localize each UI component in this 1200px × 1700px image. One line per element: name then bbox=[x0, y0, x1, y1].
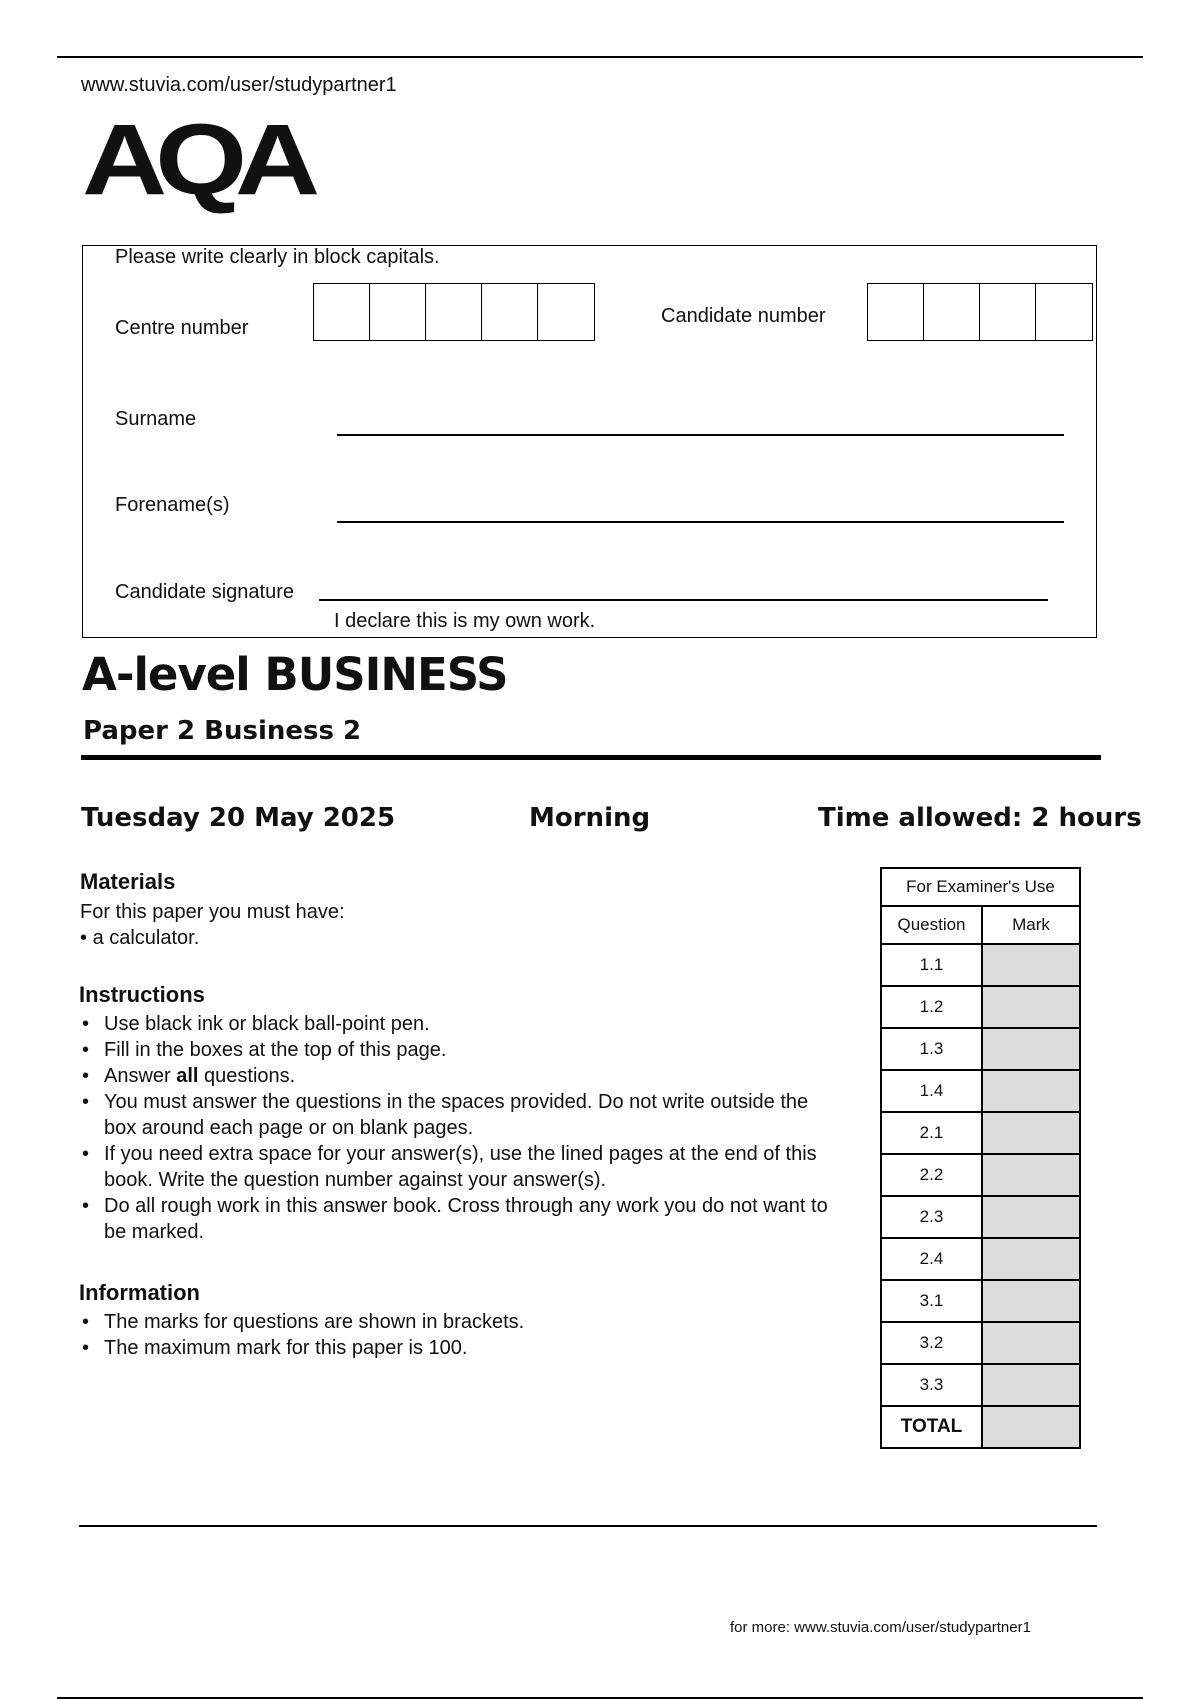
total-mark-cell[interactable] bbox=[982, 1406, 1080, 1448]
paper-subtitle: Paper 2 Business 2 bbox=[83, 716, 362, 746]
mark-cell[interactable] bbox=[982, 1238, 1080, 1280]
table-row bbox=[881, 1028, 1080, 1070]
forename-label: Forename(s) bbox=[115, 494, 230, 516]
list-item: • Fill in the boxes at the top of this page. bbox=[80, 1037, 870, 1063]
question-number: 2.3 bbox=[881, 1196, 982, 1238]
centre-number-boxes[interactable] bbox=[313, 283, 595, 341]
materials-item-text: a calculator. bbox=[92, 927, 200, 949]
surname-line[interactable] bbox=[337, 434, 1064, 436]
total-row bbox=[881, 1406, 1080, 1448]
question-number: 1.3 bbox=[881, 1028, 982, 1070]
table-row bbox=[881, 986, 1080, 1028]
total-label: TOTAL bbox=[881, 1406, 982, 1448]
exam-session: Morning bbox=[529, 803, 651, 833]
centre-digit-box[interactable] bbox=[370, 284, 426, 340]
mark-cell[interactable] bbox=[982, 1280, 1080, 1322]
list-item: • Use black ink or black ball-point pen. bbox=[80, 1011, 870, 1037]
table-row bbox=[881, 1364, 1080, 1406]
centre-number-label: Centre number bbox=[115, 317, 249, 339]
mark-cell[interactable] bbox=[982, 944, 1080, 986]
table-row bbox=[881, 1322, 1080, 1364]
centre-digit-box[interactable] bbox=[482, 284, 538, 340]
question-number: 3.3 bbox=[881, 1364, 982, 1406]
centre-digit-box[interactable] bbox=[426, 284, 482, 340]
forename-line[interactable] bbox=[337, 521, 1064, 523]
header-url: www.stuvia.com/user/studypartner1 bbox=[81, 74, 397, 96]
block-capitals-instruction: Please write clearly in block capitals. bbox=[115, 246, 440, 268]
surname-label: Surname bbox=[115, 408, 197, 430]
candidate-digit-box[interactable] bbox=[924, 284, 980, 340]
mark-column-header: Mark bbox=[982, 906, 1080, 944]
table-row bbox=[881, 1154, 1080, 1196]
candidate-number-boxes[interactable] bbox=[867, 283, 1093, 341]
mark-cell[interactable] bbox=[982, 1364, 1080, 1406]
centre-digit-box[interactable] bbox=[314, 284, 370, 340]
candidate-number-label: Candidate number bbox=[661, 305, 826, 327]
candidate-digit-box[interactable] bbox=[980, 284, 1036, 340]
exam-date: Tuesday 20 May 2025 bbox=[81, 803, 396, 833]
list-item: • The maximum mark for this paper is 100. bbox=[80, 1335, 870, 1361]
question-number: 2.4 bbox=[881, 1238, 982, 1280]
signature-line[interactable] bbox=[319, 599, 1048, 601]
question-number: 1.4 bbox=[881, 1070, 982, 1112]
mark-cell[interactable] bbox=[982, 986, 1080, 1028]
materials-heading: Materials bbox=[80, 869, 176, 894]
top-rule bbox=[57, 56, 1143, 58]
question-number: 2.1 bbox=[881, 1112, 982, 1154]
materials-intro: For this paper you must have: bbox=[80, 901, 345, 923]
mark-cell[interactable] bbox=[982, 1196, 1080, 1238]
materials-item: • a calculator. bbox=[80, 927, 200, 949]
examiners-use-table bbox=[880, 867, 1081, 1449]
title-rule bbox=[81, 755, 1101, 760]
table-row bbox=[881, 1280, 1080, 1322]
list-item: • You must answer the questions in the spaces provided. Do not write outside the box around each page or on blank pages. bbox=[80, 1089, 870, 1141]
mark-cell[interactable] bbox=[982, 1322, 1080, 1364]
table-row bbox=[881, 1112, 1080, 1154]
table-row bbox=[881, 1196, 1080, 1238]
information-list bbox=[80, 1309, 870, 1361]
bottom-content-rule bbox=[79, 1525, 1097, 1527]
aqa-logo: AQA bbox=[82, 104, 309, 217]
page-title: A-level BUSINESS bbox=[82, 648, 508, 701]
table-row bbox=[881, 1070, 1080, 1112]
mark-cell[interactable] bbox=[982, 1112, 1080, 1154]
information-heading: Information bbox=[79, 1280, 200, 1305]
list-item: • If you need extra space for your answer(s), use the lined pages at the end of this book. Write the question number against your answer(s). bbox=[80, 1141, 870, 1193]
list-item: • The marks for questions are shown in brackets. bbox=[80, 1309, 870, 1335]
time-allowed: Time allowed: 2 hours bbox=[818, 803, 1142, 833]
centre-digit-box[interactable] bbox=[538, 284, 594, 340]
question-number: 1.2 bbox=[881, 986, 982, 1028]
instructions-list bbox=[80, 1011, 870, 1245]
question-column-header: Question bbox=[881, 906, 982, 944]
table-row bbox=[881, 1238, 1080, 1280]
footer-note: for more: www.stuvia.com/user/studypartner1 bbox=[730, 1619, 1031, 1636]
mark-cell[interactable] bbox=[982, 1154, 1080, 1196]
list-item: • Do all rough work in this answer book. Cross through any work you do not want to be marked. bbox=[80, 1193, 870, 1245]
page-bottom-rule bbox=[57, 1697, 1143, 1699]
question-number: 2.2 bbox=[881, 1154, 982, 1196]
table-row bbox=[881, 944, 1080, 986]
mark-cell[interactable] bbox=[982, 1070, 1080, 1112]
list-item: • Answer all questions. bbox=[80, 1063, 870, 1089]
candidate-digit-box[interactable] bbox=[1036, 284, 1092, 340]
mark-cell[interactable] bbox=[982, 1028, 1080, 1070]
declaration-text: I declare this is my own work. bbox=[334, 610, 596, 632]
question-number: 3.1 bbox=[881, 1280, 982, 1322]
examiners-use-title: For Examiner's Use bbox=[881, 868, 1080, 906]
signature-label: Candidate signature bbox=[115, 581, 295, 603]
candidate-digit-box[interactable] bbox=[868, 284, 924, 340]
instructions-heading: Instructions bbox=[79, 982, 205, 1007]
question-number: 3.2 bbox=[881, 1322, 982, 1364]
question-number: 1.1 bbox=[881, 944, 982, 986]
